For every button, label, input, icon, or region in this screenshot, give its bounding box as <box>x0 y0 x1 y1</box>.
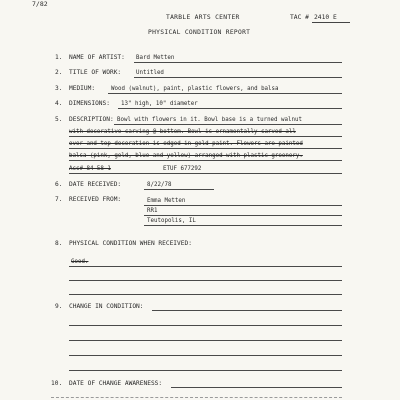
tac-underline <box>312 22 350 23</box>
field-3-number: 3. <box>55 85 63 92</box>
received-from-line-3: Teutopolis, IL <box>147 218 196 224</box>
etuf-number: ETUF 677292 <box>163 166 202 172</box>
cut-off-next-field <box>51 397 342 398</box>
field-9-number: 9. <box>55 303 63 310</box>
description-line-2: with decorative carving @ bottom. Bowl is ornamentally carved all <box>69 129 296 135</box>
received-from-line-2: RR1 <box>147 208 158 214</box>
change-rule-5 <box>69 370 342 371</box>
date-received-line <box>144 189 214 190</box>
change-rule-1 <box>152 310 342 311</box>
field-3-label: MEDIUM: <box>69 85 96 92</box>
report-title: PHYSICAL CONDITION REPORT <box>148 29 251 36</box>
change-rule-4 <box>69 355 342 356</box>
field-7-number: 7. <box>55 196 63 203</box>
work-title-value: Untitled <box>136 70 164 76</box>
received-from-rule-3 <box>144 225 342 226</box>
tac-field <box>290 14 337 21</box>
field-2-label: TITLE OF WORK: <box>69 69 122 76</box>
tac-label: TAC # <box>290 14 309 21</box>
work-title-line <box>134 77 342 78</box>
description-rule-2 <box>69 136 342 137</box>
field-10-label: DATE OF CHANGE AWARENESS: <box>69 380 163 387</box>
condition-received-value: Good. <box>71 259 89 265</box>
received-from-line-1: Emma Metten <box>147 198 186 204</box>
description-line-3: over and top decoration is edged in gold paint. Flowers are painted <box>69 141 303 147</box>
description-rule-4 <box>69 160 342 161</box>
field-9-label: CHANGE IN CONDITION: <box>69 303 144 310</box>
field-5-label: DESCRIPTION: <box>69 116 114 123</box>
tac-number: 2410 E <box>314 14 337 21</box>
field-8-label: PHYSICAL CONDITION WHEN RECEIVED: <box>69 240 192 247</box>
medium-value: Wood (walnut), paint, plastic flowers, and balsa <box>111 86 279 92</box>
field-8-number: 8. <box>55 240 63 247</box>
date-received-value: 8/22/78 <box>147 182 172 188</box>
change-rule-3 <box>69 340 342 341</box>
accession-number: Acc# 84-58-1 <box>69 166 111 172</box>
field-1-label: NAME OF ARTIST: <box>69 54 125 61</box>
received-from-rule-2 <box>144 215 342 216</box>
change-rule-2 <box>69 325 342 326</box>
description-rule-1 <box>114 124 342 125</box>
field-7-label: RECEIVED FROM: <box>69 196 122 203</box>
field-1-number: 1. <box>55 54 63 61</box>
field-2-number: 2. <box>55 69 63 76</box>
org-name: TARBLE ARTS CENTER <box>166 14 240 21</box>
description-rule-3 <box>69 148 342 149</box>
dimensions-value: 13" high, 10" diameter <box>121 101 198 107</box>
field-4-number: 4. <box>55 100 63 107</box>
field-6-label: DATE RECEIVED: <box>69 181 122 188</box>
dimensions-line <box>118 108 342 109</box>
description-line-1: Bowl with flowers in it. Bowl base is a turned walnut <box>117 117 302 123</box>
header-date: 7/82 <box>32 0 48 8</box>
field-6-number: 6. <box>55 181 63 188</box>
field-5-number: 5. <box>55 116 63 123</box>
description-line-4: balsa (pink, gold, blue and yellow) arranged with plastic greenery. <box>69 153 303 159</box>
change-date-line <box>171 387 342 388</box>
artist-name-line <box>134 62 342 63</box>
description-rule-5 <box>69 173 342 174</box>
condition-rule-2 <box>69 280 342 281</box>
medium-line <box>108 93 342 94</box>
field-10-number: 10. <box>51 380 63 387</box>
field-4-label: DIMENSIONS: <box>69 100 110 107</box>
condition-rule-1 <box>69 266 342 267</box>
received-from-rule-1 <box>144 205 342 206</box>
artist-name-value: Bard Metten <box>136 55 175 61</box>
condition-rule-3 <box>69 294 342 295</box>
